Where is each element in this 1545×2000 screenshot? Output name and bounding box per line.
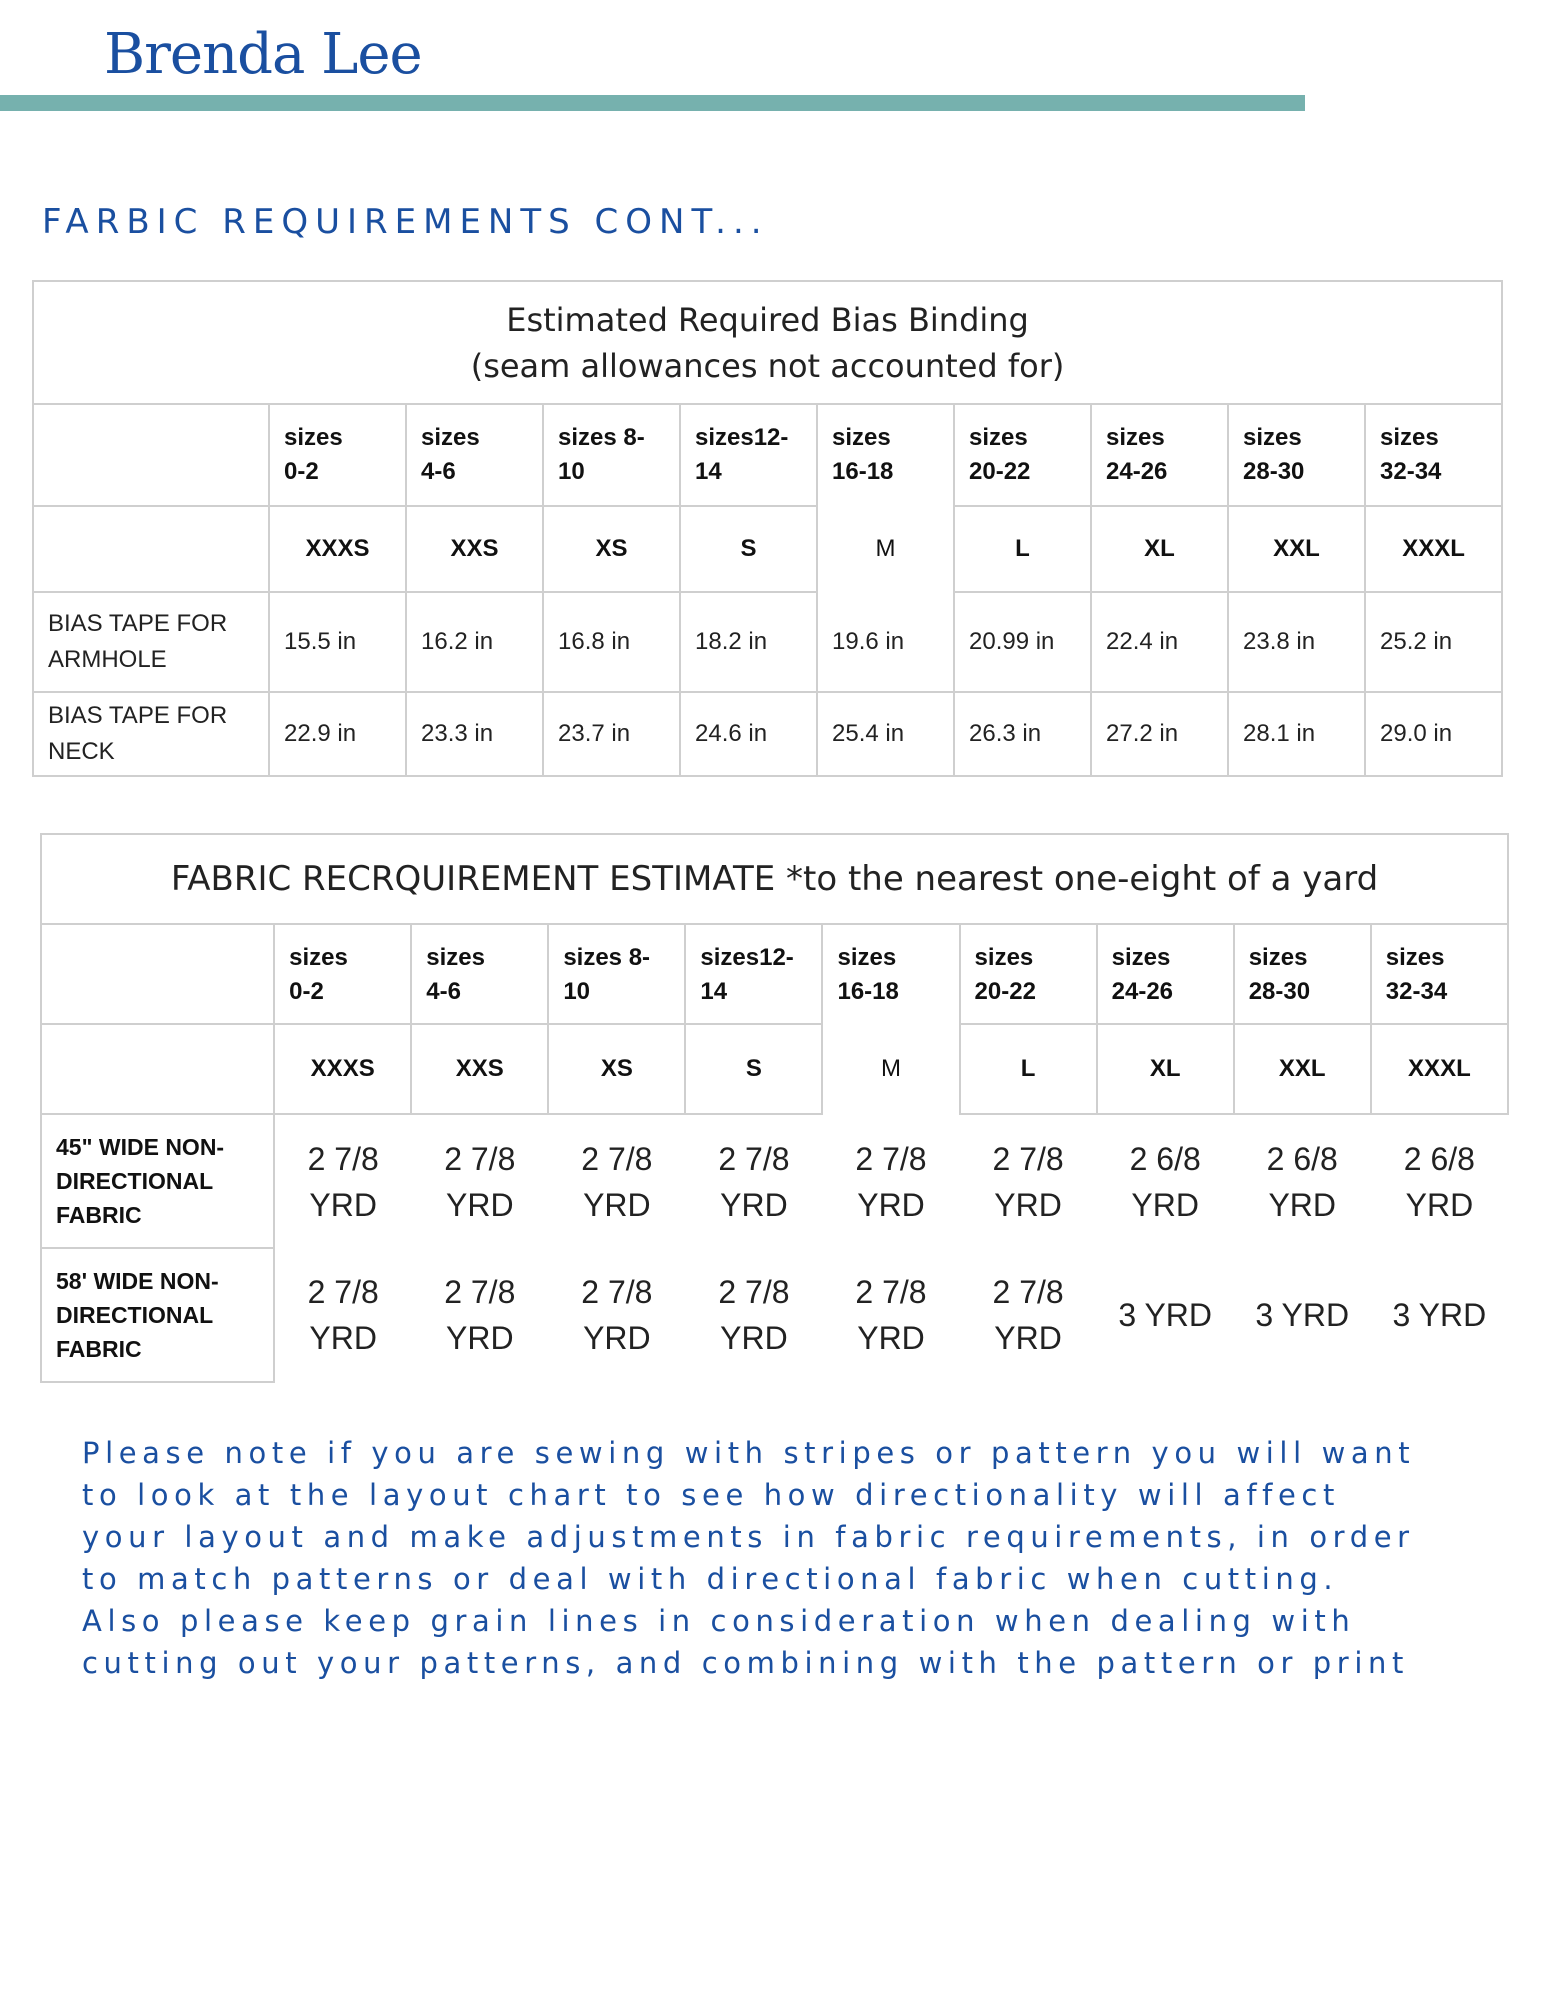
size-range: sizes 8- 10 [543, 404, 680, 506]
table-cell: 29.0 in [1365, 692, 1502, 776]
size-letter-row [41, 1024, 1508, 1114]
size-letter: XXL [1228, 506, 1365, 592]
table-cell: 2 7/8 YRD [992, 1274, 1064, 1356]
table-cell: 3 YRD [1118, 1297, 1212, 1333]
size-range: sizes 4-6 [411, 924, 548, 1024]
size-range: sizes 8- 10 [548, 924, 685, 1024]
note-line: Also please keep grain lines in consideration when dealing with [82, 1604, 1356, 1638]
table-cell: 20.99 in [954, 592, 1091, 692]
size-letter: XS [548, 1024, 685, 1114]
size-letter: XS [543, 506, 680, 592]
note-line: Please note if you are sewing with stripes or pattern you will want [82, 1436, 1416, 1470]
size-range: sizes 16-18 [822, 924, 959, 1024]
size-range: sizes 28-30 [1228, 404, 1365, 506]
table-cell: 2 6/8 YRD [1129, 1140, 1201, 1223]
note-line: to look at the layout chart to see how directionality will affect [82, 1478, 1340, 1512]
size-range: sizes 0-2 [269, 404, 406, 506]
brand-logo: Brenda Lee [104, 22, 422, 87]
size-range: sizes 32-34 [1365, 404, 1502, 506]
table-cell: 2 7/8 YRD [444, 1274, 516, 1356]
size-range: sizes 28-30 [1234, 924, 1371, 1024]
pattern-note [82, 1432, 1482, 1684]
row-label: 45" WIDE NON- DIRECTIONAL FABRIC [41, 1114, 274, 1248]
size-letter: XXXS [269, 506, 406, 592]
size-letter: XL [1097, 1024, 1234, 1114]
table-cell: 18.2 in [680, 592, 817, 692]
size-letter: XXS [411, 1024, 548, 1114]
table-cell: 2 7/8 YRD [855, 1274, 927, 1356]
table-cell: 23.7 in [543, 692, 680, 776]
size-letter: L [954, 506, 1091, 592]
table-cell: 25.2 in [1365, 592, 1502, 692]
table-cell: 24.6 in [680, 692, 817, 776]
table-cell: 25.4 in [817, 692, 954, 776]
table-cell: 22.4 in [1091, 592, 1228, 692]
row-label: BIAS TAPE FOR ARMHOLE [33, 592, 269, 692]
table-cell: 2 6/8 YRD [1403, 1140, 1475, 1223]
table-cell: 16.2 in [406, 592, 543, 692]
table-cell: 16.8 in [543, 592, 680, 692]
header-divider [0, 95, 1305, 111]
table-cell: 2 7/8 YRD [992, 1140, 1064, 1223]
table-cell: 23.3 in [406, 692, 543, 776]
table-cell: 22.9 in [269, 692, 406, 776]
table-cell: 19.6 in [817, 592, 954, 692]
table-cell: 3 YRD [1392, 1297, 1487, 1333]
size-range: sizes12- 14 [680, 404, 817, 506]
row-label: BIAS TAPE FOR NECK [33, 692, 269, 776]
size-range-row [33, 404, 1502, 506]
fabric-requirement-table [40, 833, 1509, 1383]
fabric-table-caption: FABRIC RECRQUIREMENT ESTIMATE *to the nearest one-eight of a yard [41, 834, 1508, 924]
table-row [41, 1248, 1508, 1382]
note-line: to match patterns or deal with directional fabric when cutting. [82, 1562, 1339, 1596]
note-line: your layout and make adjustments in fabric requirements, in order [82, 1520, 1415, 1554]
size-letter: XXXS [274, 1024, 411, 1114]
size-letter: XXL [1234, 1024, 1371, 1114]
size-range: sizes 16-18 [817, 404, 954, 506]
size-range: sizes 0-2 [274, 924, 411, 1024]
table-cell: 2 7/8 YRD [581, 1140, 653, 1223]
table-cell: 2 7/8 YRD [307, 1140, 379, 1223]
table-cell: 3 YRD [1255, 1297, 1350, 1333]
size-letter: S [685, 1024, 822, 1114]
size-letter: XL [1091, 506, 1228, 592]
table-cell: 2 7/8 YRD [581, 1274, 653, 1356]
table-row [41, 1114, 1508, 1248]
size-letter: S [680, 506, 817, 592]
table-cell: 2 7/8 YRD [307, 1274, 379, 1356]
table-cell: 2 7/8 YRD [718, 1140, 790, 1223]
table-row [33, 592, 1502, 692]
table-cell: 2 7/8 YRD [444, 1140, 516, 1223]
table-row [33, 692, 1502, 776]
size-range: sizes 24-26 [1097, 924, 1234, 1024]
table-cell: 28.1 in [1228, 692, 1365, 776]
table-cell: 23.8 in [1228, 592, 1365, 692]
size-range: sizes 20-22 [954, 404, 1091, 506]
table-cell: 2 7/8 YRD [855, 1140, 927, 1223]
size-range: sizes 20-22 [960, 924, 1097, 1024]
note-line: cutting out your patterns, and combining with the pattern or print [82, 1646, 1409, 1680]
size-range: sizes 4-6 [406, 404, 543, 506]
bias-table-caption: Estimated Required Bias Binding (seam allowances not accounted for) [33, 281, 1502, 404]
bias-binding-table [32, 280, 1503, 777]
size-letter: M [822, 1024, 959, 1114]
size-letter: XXXL [1371, 1024, 1508, 1114]
section-title: FARBIC REQUIREMENTS CONT... [42, 202, 769, 242]
size-range-row [41, 924, 1508, 1024]
size-letter: M [817, 506, 954, 592]
table-cell: 27.2 in [1091, 692, 1228, 776]
size-letter: XXS [406, 506, 543, 592]
table-cell: 15.5 in [269, 592, 406, 692]
table-cell: 2 7/8 YRD [718, 1274, 790, 1356]
size-range: sizes 24-26 [1091, 404, 1228, 506]
table-cell: 26.3 in [954, 692, 1091, 776]
size-range: sizes12- 14 [685, 924, 822, 1024]
table-cell: 2 6/8 YRD [1266, 1140, 1338, 1223]
size-letter-row [33, 506, 1502, 592]
size-range: sizes 32-34 [1371, 924, 1508, 1024]
row-label: 58' WIDE NON- DIRECTIONAL FABRIC [41, 1248, 274, 1382]
size-letter: L [960, 1024, 1097, 1114]
size-letter: XXXL [1365, 506, 1502, 592]
